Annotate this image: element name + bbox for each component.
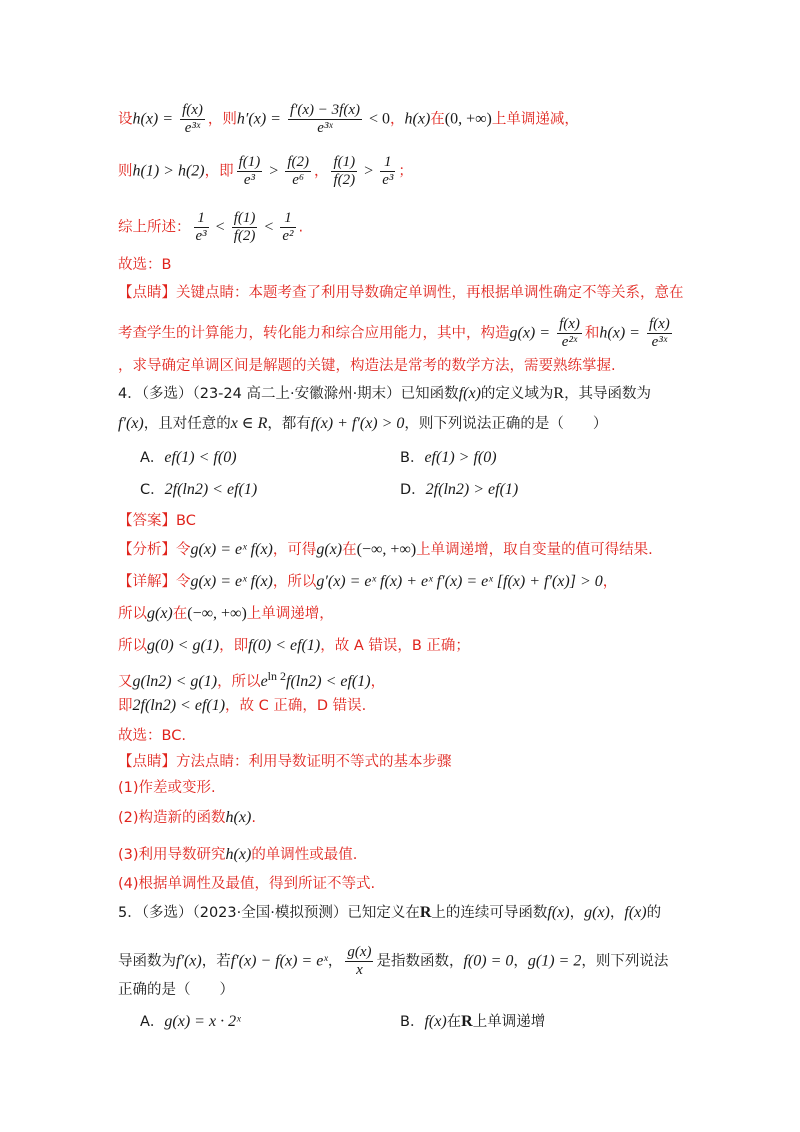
key-point-line-1: 【点睛】关键点睛：本题考查了利用导数确定单调性，再根据单调性确定不等关系，意在 xyxy=(118,285,684,301)
fraction: $\frac{1}{\text{e²}}$ xyxy=(282,210,294,244)
fraction: $\frac{1}{\text{e³}}$ xyxy=(382,154,394,188)
option-d[interactable]: D．2f(ln2) > ef(1) xyxy=(400,481,519,498)
question-4-line-2: f′(x)，且对任意的x ∈ R，都有f(x) + f′(x) > 0，则下列说法正确的是（ ） xyxy=(118,415,608,432)
option-b[interactable]: B．ef(1) > f(0) xyxy=(400,449,497,466)
method-step-1: (1)作差或变形. xyxy=(118,780,216,796)
answer-4: 【答案】BC xyxy=(118,513,196,529)
question-5-line-2: 导函数为f′(x)，若f′(x) − f(x) = eˣ， $\frac{g(x)}{x}$ 是指数函数，f(0) = 0，g(1) = 2，则下列说法 xyxy=(118,944,669,978)
analysis-4: 【分析】令g(x) = eˣ f(x)，可得g(x)在(−∞, +∞)上单调递增，取自变量的值可得结果. xyxy=(118,541,653,558)
question-4-line-1: 4．（多选）（23-24 高二上·安徽滁州·期末）已知函数f(x)的定义域为R，其导函数为 xyxy=(118,385,652,402)
fraction: $\frac{f'(x) - 3f(x)}{\text{e³ˣ}}$ xyxy=(289,102,360,136)
detail-4: 【详解】令g(x) = eˣ f(x)，所以g′(x) = eˣ f(x) + eˣ f′(x) = eˣ [f(x) + f′(x)] > 0， xyxy=(118,573,618,590)
key-point-line-3: ，求导确定单调区间是解题的关键，构造法是常考的数学方法，需要熟练掌握. xyxy=(118,358,616,374)
method-step-4: (4)根据单调性及最值，得到所证不等式. xyxy=(118,876,376,892)
fraction: $\frac{g(x)}{x}$ xyxy=(347,944,372,978)
method-note-title: 【点睛】方法点睛：利用导数证明不等式的基本步骤 xyxy=(118,754,452,770)
question-5-line-3: 正确的是（ ） xyxy=(118,982,234,998)
option-c[interactable]: C．2f(ln2) < ef(1) xyxy=(140,481,258,498)
choice-result: 故选：B xyxy=(118,257,172,273)
method-step-2: (2)构造新的函数h(x). xyxy=(118,809,256,826)
option-a[interactable]: A．ef(1) < f(0) xyxy=(140,449,237,466)
key-point-line-2: 考查学生的计算能力，转化能力和综合应用能力，其中，构造g(x) = $\frac{f(x)}{\text{e²ˣ}}$ 和h(x) = $\frac{f(x)}{\text{e³ˣ}}$ xyxy=(118,316,670,350)
line-h-def: 设h(x) = $\frac{f(x)}{\text{e³ˣ}}$ ，则h′(x) = $\frac{f'(x) - 3f(x)}{\text{e³ˣ}}$ < 0，h(x)在(0, +∞)上单调递减， xyxy=(118,102,579,136)
fraction: $\frac{f(1)}{\text{e³}}$ xyxy=(238,154,261,188)
fraction: $\frac{f(1)}{f(2)}$ xyxy=(233,210,256,244)
fraction: $\frac{f(x)}{\text{e³ˣ}}$ xyxy=(648,316,670,350)
detail-4-step-2: 所以g(0) < g(1)，即f(0) < ef(1)，故 A 错误，B 正确； xyxy=(118,637,470,654)
choice-result-4: 故选：BC. xyxy=(118,728,186,744)
q5-option-a[interactable]: A．g(x) = x · 2ˣ xyxy=(140,1013,241,1030)
question-5-line-1: 5．（多选）（2023·全国·模拟预测）已知定义在R上的连续可导函数f(x)，g(x)，f(x)的 xyxy=(118,904,662,921)
fraction: $\frac{f(x)}{\text{e²ˣ}}$ xyxy=(559,316,580,350)
detail-4-step-3: 又g(ln2) < g(1)，所以$e^{ln 2}f(\ln 2) < ef(1)$， xyxy=(118,669,386,690)
line-h-compare: 则h(1) > h(2)，即 $\frac{f(1)}{\text{e³}}$ > $\frac{f(2)}{\text{e⁶}}$ ， $\frac{f(1)}{f(2)}$ > $\frac{1}{\text{e³}}$ ； xyxy=(118,154,413,188)
fraction: $\frac{1}{\text{e³}}$ xyxy=(195,210,207,244)
detail-4-step-1: 所以g(x)在(−∞, +∞)上单调递增， xyxy=(118,605,334,622)
fraction: $\frac{f(2)}{\text{e⁶}}$ xyxy=(287,154,309,188)
line-summary: 综上所述： $\frac{1}{\text{e³}}$ < $\frac{f(1)}{f(2)}$ < $\frac{1}{\text{e²}}$ . xyxy=(118,210,304,244)
fraction: $\frac{f(1)}{f(2)}$ xyxy=(333,154,356,188)
method-step-3: (3)利用导数研究h(x)的单调性或最值. xyxy=(118,846,358,863)
q5-option-b[interactable]: B．f(x)在R上单调递增 xyxy=(400,1013,546,1030)
detail-4-step-4: 即2f(ln2) < ef(1)，故 C 正确，D 错误. xyxy=(118,697,367,714)
fraction: $\frac{f(x)}{\text{e³ˣ}}$ xyxy=(182,102,203,136)
